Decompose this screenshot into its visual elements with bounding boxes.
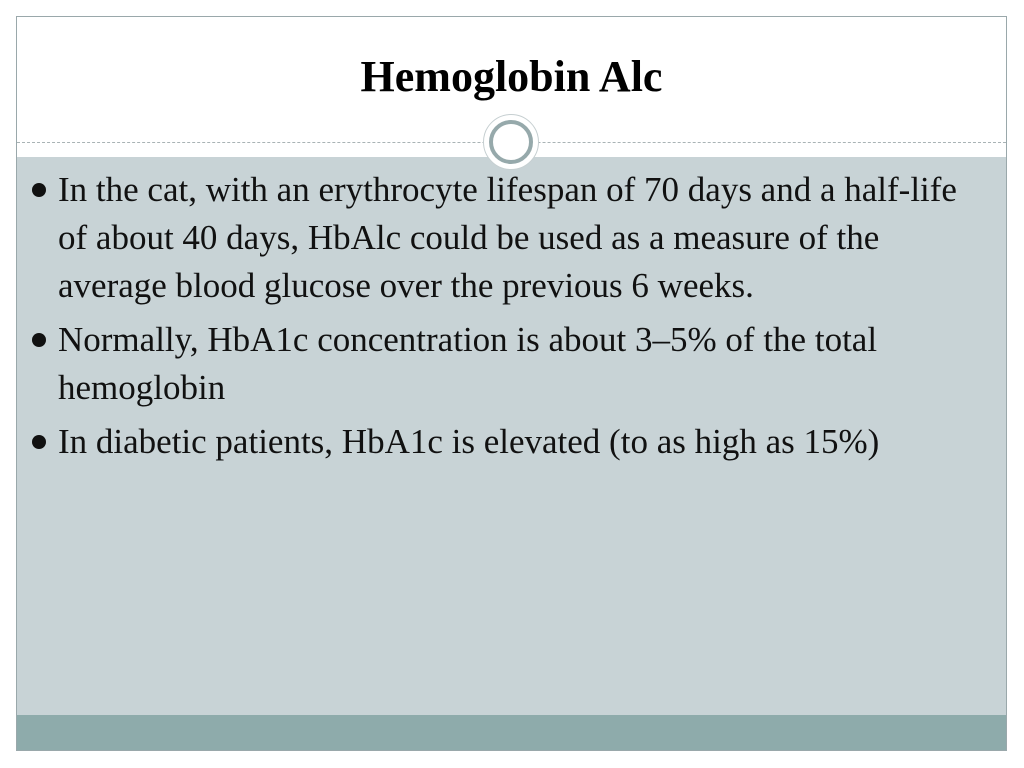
bullet-dot-icon xyxy=(32,183,46,197)
bullet-text: In diabetic patients, HbA1c is elevated (to as high as 15%) xyxy=(58,422,880,461)
bullet-item xyxy=(30,166,960,310)
circle-ornament-icon xyxy=(483,114,539,170)
bullet-text: In the cat, with an erythrocyte lifespan of 70 days and a half-life of about 40 days, HbAlc could be used as a measure of the average blood glucose over the previous 6 weeks. xyxy=(58,170,957,305)
ornament-ring xyxy=(489,120,533,164)
bullet-dot-icon xyxy=(32,333,46,347)
footer-band xyxy=(17,715,1006,751)
bullet-item xyxy=(30,418,960,466)
bullet-list xyxy=(30,166,960,472)
bullet-item xyxy=(30,316,960,412)
bullet-dot-icon xyxy=(32,435,46,449)
bullet-text: Normally, HbA1c concentration is about 3–5% of the total hemoglobin xyxy=(58,320,878,407)
slide-title: Hemoglobin Alc xyxy=(360,52,663,101)
